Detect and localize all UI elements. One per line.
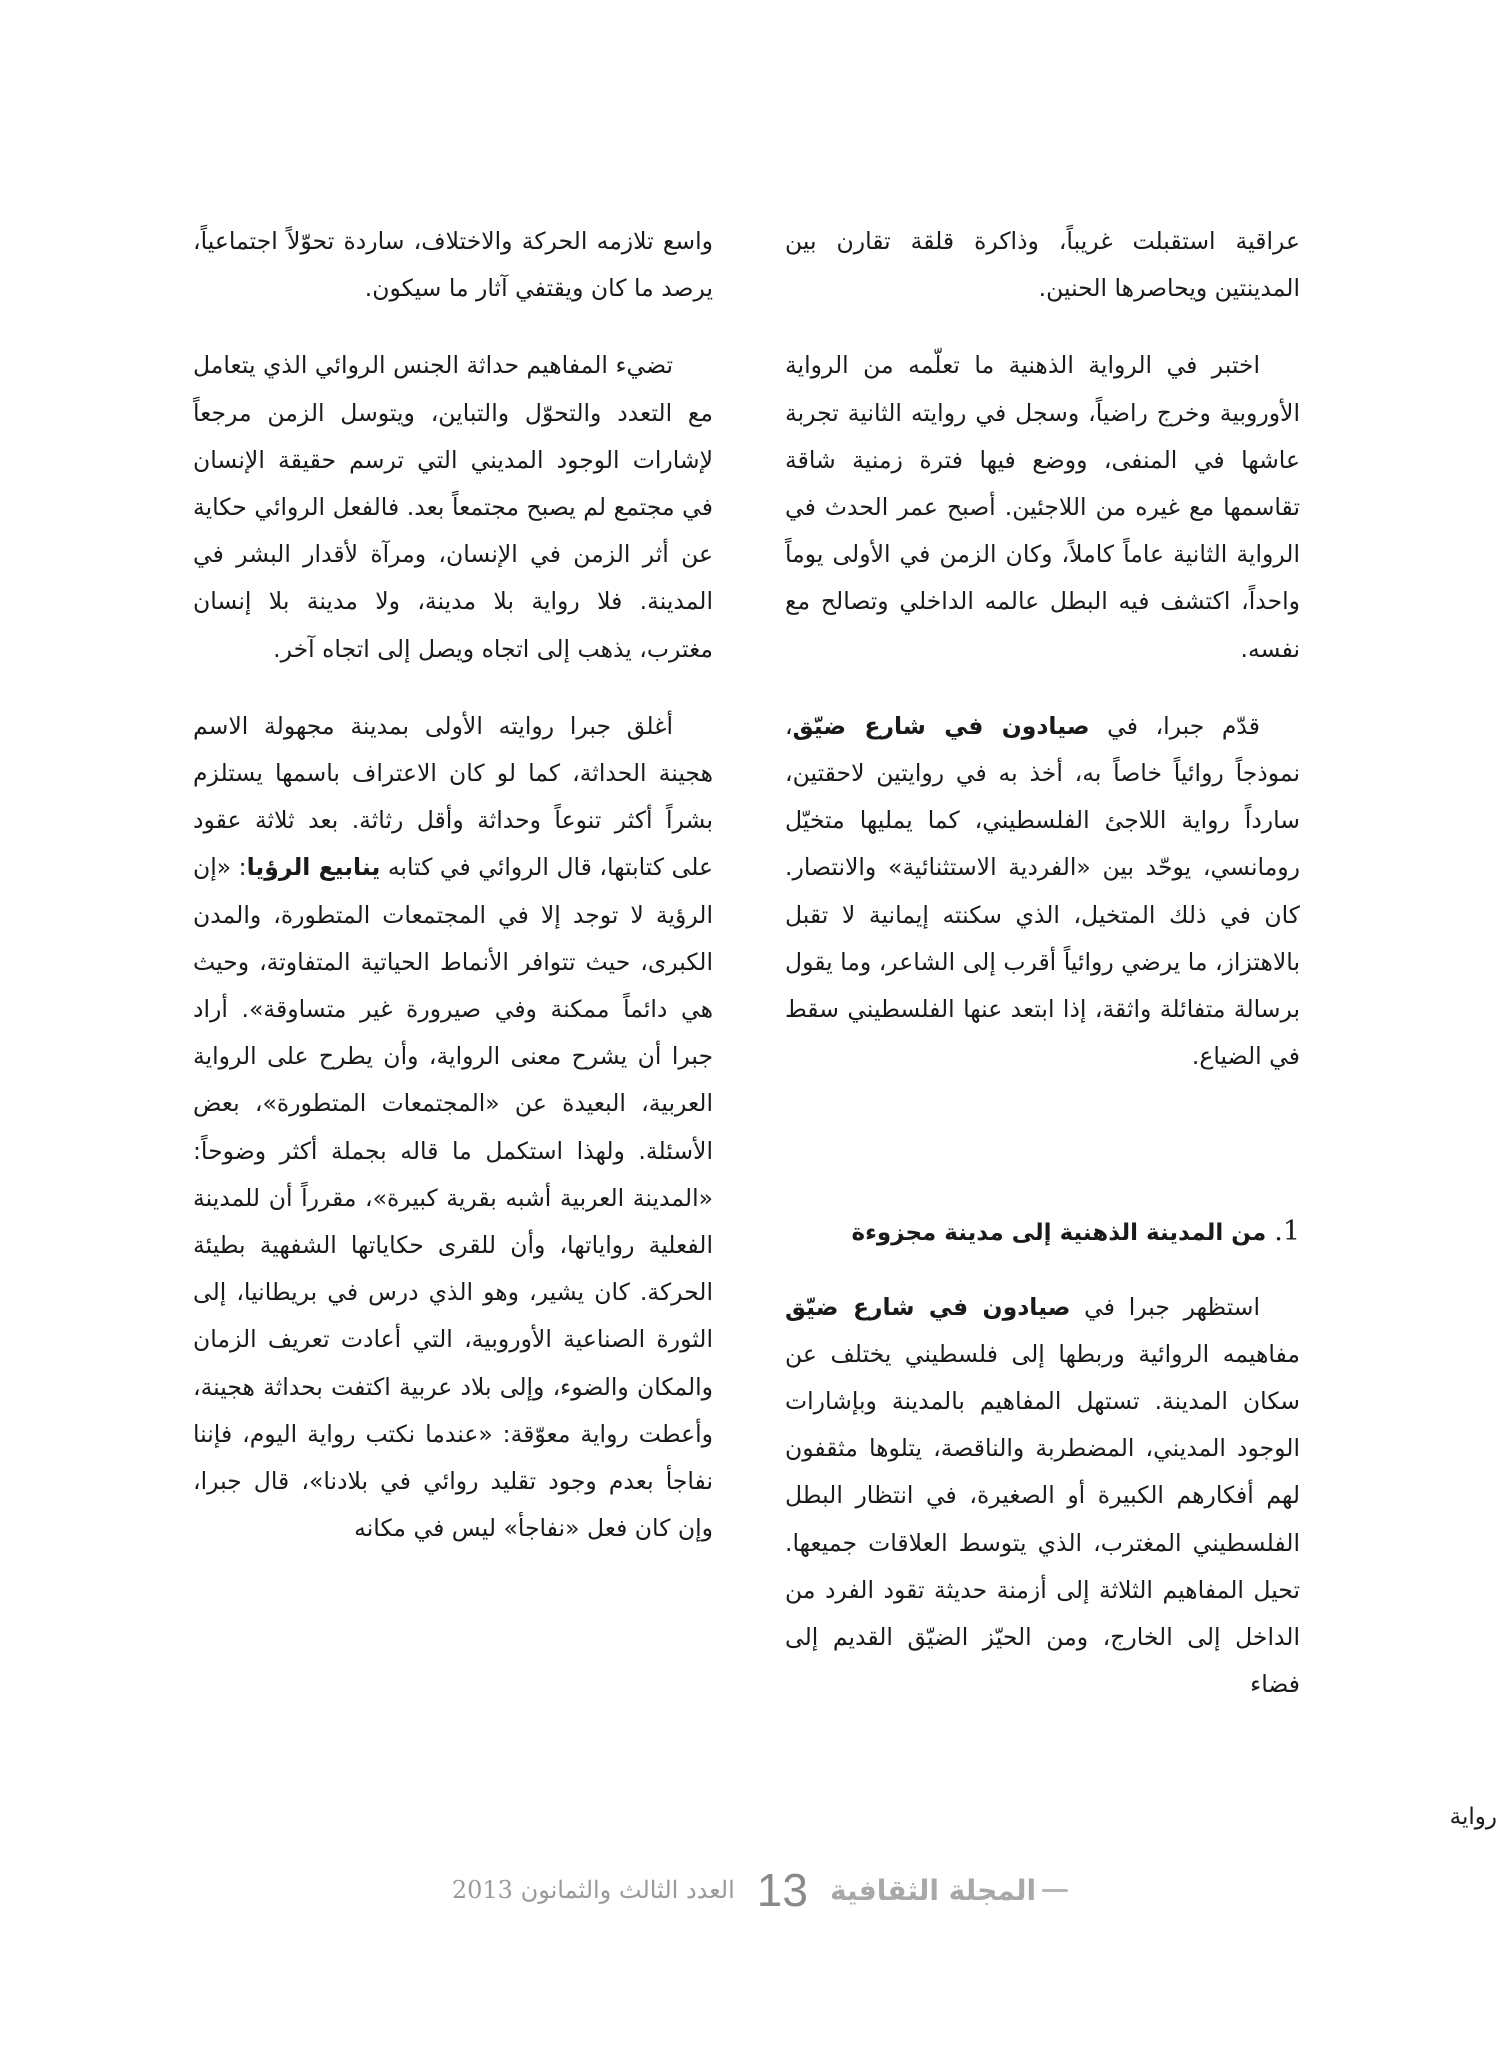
logo-flourish-icon bbox=[1042, 1889, 1068, 1892]
book-title: ينابيع الرؤيا bbox=[246, 853, 381, 882]
issue-label: العدد الثالث والثمانون 2013 bbox=[451, 1876, 735, 1904]
left-column bbox=[193, 218, 713, 1582]
paragraph bbox=[785, 703, 1300, 1081]
section-heading bbox=[785, 1208, 1300, 1257]
right-column bbox=[785, 218, 1300, 1738]
page-footer bbox=[430, 1860, 1090, 1920]
paragraph-text: : «إن الرؤية لا توجد إلا في المجتمعات المتطورة، والمدن الكبرى، حيث تتوافر الأنماط الحياتية المتفاوتة، وحيث هي دائماً ممكنة وفي صيرورة غير متساوقة». أراد جبرا أن يشرح معنى الرواية، وأن يطرح على الرواية العربية، البعيدة عن «المجتمعات المتطورة»، بعض الأسئلة. ولهذا استكمل ما قاله بجملة أكثر وضوحاً: «المدينة العربية أشبه بقرية كبيرة»، مقرراً أن للمدينة الفعلية رواياتها، وأن للقرى حكاياتها الشفهية بطيئة الحركة. كان يشير، وهو الذي درس في بريطانيا، إلى الثورة الصناعية الأوروبية، التي أعادت تعريف الزمان والمكان والضوء، وإلى بلاد عربية اكتفت بحداثة هجينة، وأعطت رواية معوّقة: «عندما نكتب رواية اليوم، فإننا نفاجأ بعدم وجود تقليد روائي في بلادنا»، قال جبرا، وإن كان فعل «نفاجأ» ليس في مكانه bbox=[193, 853, 713, 1543]
paragraph-text: قدّم جبرا، في bbox=[1089, 711, 1260, 740]
paragraph: تضيء المفاهيم حداثة الجنس الروائي الذي يتعامل مع التعدد والتحوّل والتباين، ويتوسل الزمن مرجعاً لإشارات الوجود المديني التي ترسم حقيقة الإنسان في مجتمع لم يصبح مجتمعاً بعد. فالفعل الروائي حكاية عن أثر الزمن في الإنسان، ومرآة لأقدار البشر في المدينة. فلا رواية بلا مدينة، ولا مدينة بلا إنسان مغترب، يذهب إلى اتجاه ويصل إلى اتجاه آخر. bbox=[193, 351, 713, 663]
heading-number: 1. bbox=[1274, 1216, 1300, 1248]
paragraph-text: مفاهيمه الروائية وربطها إلى فلسطيني يختلف عن سكان المدينة. تستهل المفاهيم بالمدينة وبإشارات الوجود المديني، المضطربة والناقصة، يتلوها مثقفون لهم أفكارهم الكبيرة أو الصغيرة، في انتظار البطل الفلسطيني المغترب، الذي يتوسط العلاقات جميعها. تحيل المفاهيم الثلاثة إلى أزمنة حديثة تقود الفرد من الداخل إلى الخارج، ومن الحيّز الضيّق القديم إلى فضاء bbox=[785, 1339, 1300, 1699]
heading-text: من المدينة الذهنية إلى مدينة مجزوءة bbox=[851, 1220, 1267, 1247]
paragraph: عراقية استقبلت غريباً، وذاكرة قلقة تقارن بين المدينتين ويحاصرها الحنين. bbox=[785, 227, 1300, 303]
paragraph: اختبر في الرواية الذهنية ما تعلّمه من الرواية الأوروبية وخرج راضياً، وسجل في روايته الثانية تجربة عاشها في المنفى، ووضع فيها فترة زمنية شاقة تقاسمها مع غيره من اللاجئين. أصبح عمر الحدث في الرواية الثانية عاماً كاملاً، وكان الزمن في الأولى يوماً واحداً، اكتشف فيه البطل عالمه الداخلي وتصالح مع نفسه. bbox=[785, 351, 1300, 663]
magazine-logo bbox=[830, 1874, 1068, 1907]
paragraph-text: استظهر جبرا في bbox=[1070, 1292, 1261, 1321]
paragraph: واسع تلازمه الحركة والاختلاف، ساردة تحوّلاً اجتماعياً، يرصد ما كان ويقتفي آثار ما سيكون. bbox=[193, 227, 713, 303]
paragraph bbox=[785, 1284, 1300, 1709]
paragraph-text: ، نموذجاً روائياً خاصاً به، أخذ به في روايتين لاحقتين، سارداً رواية اللاجئ الفلسطيني، كما يمليها متخيّل رومانسي، يوحّد بين «الفردية الاستثنائية» والانتصار. كان في ذلك المتخيل، الذي سكنته إيمانية لا تقبل بالاهتزاز، ما يرضي روائياً أقرب إلى الشاعر، وما يقول برسالة متفائلة واثقة، إذا ابتعد عنها الفلسطيني سقط في الضياع. bbox=[785, 711, 1300, 1071]
page-number: 13 bbox=[756, 1864, 808, 1916]
book-title: صيادون في شارع ضيّق bbox=[785, 1292, 1071, 1321]
magazine-name: المجلة الثقافية bbox=[829, 1873, 1037, 1907]
book-title: صيادون في شارع ضيّق bbox=[792, 711, 1090, 740]
margin-edge-word: رواية bbox=[1449, 1804, 1497, 1830]
paragraph bbox=[193, 703, 713, 1553]
paragraph-text: أغلق جبرا روايته الأولى بمدينة مجهولة الاسم هجينة الحداثة، كما لو كان الاعتراف باسمها يستلزم بشراً أكثر تنوعاً وحداثة وأقل رثاثة. بعد ثلاثة عقود على كتابتها، قال الروائي في كتابه bbox=[193, 711, 713, 882]
